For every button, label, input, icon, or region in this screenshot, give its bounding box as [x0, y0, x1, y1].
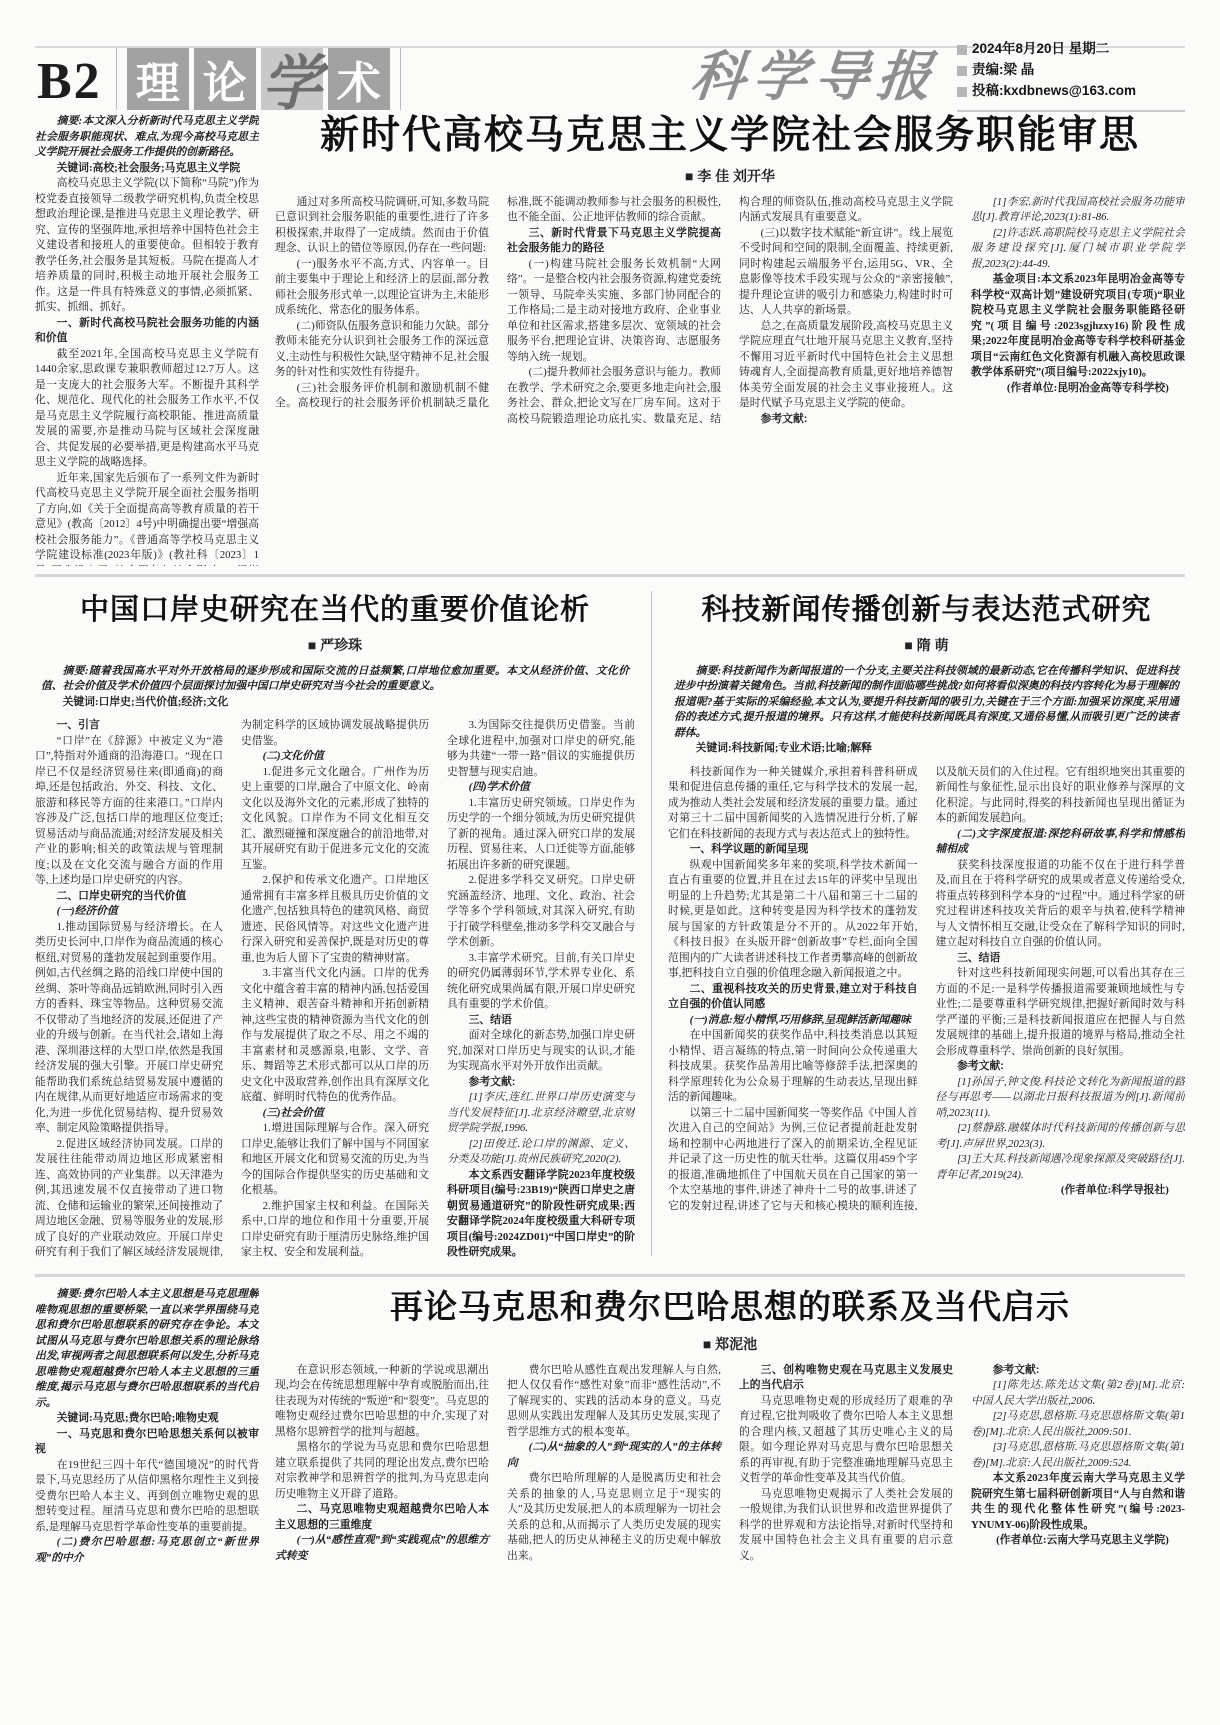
paragraph: 在意识形态领域,一种新的学说或思潮出现,均会在传统思想理解中孕育或脱胎而出,往往表现为对传统的“叛逆”和“裂变”。马克思的唯物史观经过费尔巴哈思想的中介,实现了对黑格尔思辨哲学的批判与超越。	[275, 1363, 489, 1438]
reference-item: [2]马克思,恩格斯.马克思恩格斯文集(第1卷)[M].北京:人民出版社,2009:501.	[971, 1410, 1185, 1438]
paragraph: 获奖科技深度报道的功能不仅在于进行科学普及,而且在于将科学研究的成果或者意义传递给受众,将重点转移到科学本身的“过程”中。通过科学家的研究过程讲述科技攻关背后的艰辛与执着,使科学精神与人文情怀相互交融,让受众在了解科学知识的同时,建立起对科技自立自强的价值认同。	[935, 858, 1185, 949]
author-affiliation: (作者单位:科学导报社)	[1060, 1184, 1169, 1197]
logo-tile-shu: 术	[328, 48, 390, 110]
section-heading: (二)文字深度报道:深挖科研故事,科学和情感相辅相成	[935, 827, 1185, 856]
bullet-square-icon	[957, 87, 967, 97]
article2-byline: ■ 严珍珠	[307, 636, 363, 653]
article3-body	[668, 765, 1185, 1235]
section-heading: (四)学术价值	[468, 781, 530, 794]
section-heading: 二、口岸史研究的当代价值	[56, 889, 187, 902]
paragraph: 1.推动国际贸易与经济增长。在人类历史长河中,口岸作为商品流通的核心枢纽,对贸易的蓬勃发展起到重要作用。例如,古代丝绸之路的沿线口岸使中国的丝绸、茶叶等商品远销欧洲,同时引入西方的香料、珠宝等物品。这种贸易交流不仅带动了当地经济的发展,还促进了产业的升级与创新。在当代社会,诸如上海港、深圳港这样的大型口岸,依然是我国经济发展的强大引擎。开展口岸史研究能帮助我们系统总结贸易发展中遵循的内在规律,从而更好地适应市场需求的变化,为进一步优化贸易结构、提升贸易效率、制定风险策略提供指导。	[35, 920, 223, 1135]
paragraph: (二)师资队伍服务意识和能力欠缺。部分教师未能充分认识到社会服务工作的深远意义,主动性与积极性欠缺,坚守精神不足,社会服务的针对性和实效性有待提升。	[275, 319, 489, 379]
reference-item: [1]李宏.新时代我国高校社会服务功能审思[J].教育评论,2023(1):81-86.	[971, 195, 1185, 224]
keywords-text: 关键词:马克思;费尔巴哈;唯物史观	[56, 1412, 219, 1425]
section-heading: 三、结语	[957, 951, 1001, 964]
paragraph: 在中国新闻奖的获奖作品中,科技类消息以其短小精悍、语言凝练的特点,第一时间向公众传递重大科技成果。获奖作品善用比喻等修辞手法,把深奥的科学原理转化为公众易于理解的生动表达,呈现出鲜活的新闻趣味。	[668, 1029, 918, 1104]
paragraph: (三)以数字技术赋能“新宣讲”。线上展览不受时间和空间的限制,全面覆盖、持续更新,同时构建起云端服务平台,运用5G、VR、全息影像等技术手段实现与公众的“亲密接触”,提升理论宣讲的吸引力和感染力,构建时时可达、人人共享的新场景。	[739, 226, 953, 317]
reference-item: [1]陈先达.陈先达文集(第2卷)[M].北京:中国人民大学出版社,2006.	[971, 1379, 1185, 1407]
paragraph: 1.增进国际理解与合作。深入研究口岸史,能够让我们了解中国与不同国家和地区开展文化和贸易交流的历史,为当今的国际合作提供坚实的历史基础和文化根基。	[241, 1122, 429, 1197]
logo-tile-lun: 论	[194, 48, 256, 110]
reference-item: 参考文献:	[468, 1075, 516, 1088]
logo-tile-li: 理	[127, 48, 189, 110]
article-marxism-college-service	[35, 114, 1185, 566]
section-heading: (三)社会价值	[262, 1106, 324, 1119]
paragraph: (二)提升教师社会服务意识与能力。教师在教学、学术研究之余,要更多地走向社会,服务社会、群众,把论文写在厂房车间。这对于高校马院锻造理论功底扎实、数量充足、结构合理的师资队伍,推动高校马克思主义学院内涵式发展具有重要意义。	[507, 195, 953, 425]
reference-item: 参考文献:	[992, 1363, 1040, 1376]
funding-note: 基金项目:本文系2023年昆明冶金高等专科学校“双高计划”建设研究项目(专项)“职业院校马克思主义学院社会服务职能路径研究”(项目编号:2023sgjhzxy16)阶段性成果;2022年度昆明冶金高等专科学校科研基金项目“云南红色文化资源有机融入高校思政课教学体系研究”(项目编号:2022xjy10)。	[971, 273, 1185, 379]
section-heading: 三、结语	[468, 1013, 512, 1026]
paragraph: (三)社会服务评价机制和激励机制不健全。高校现行的社会服务评价机制缺乏量化标准,既不能调动教师参与社会服务的积极性,也不能全面、公正地评估教师的综合贡献。	[275, 195, 721, 410]
logo-left-rule	[116, 48, 117, 110]
newspaper-masthead: 科学导报	[687, 47, 943, 107]
reference-item: [3]王大其.科技新闻遇冷现象探源及突破路径[J].青年记者,2019(24).	[935, 1153, 1185, 1181]
bullet-square-icon	[957, 66, 967, 76]
article1-headline: 新时代高校马克思主义学院社会服务职能审思	[319, 114, 1140, 157]
keywords-text: 关键词:口岸史;当代价值;经济;文化	[62, 695, 229, 708]
section-heading: (一)从“感性直观”到“实践观点”的思维方式转变	[275, 1534, 489, 1562]
article4-body	[275, 1363, 1185, 1705]
section-heading: 二、重视科技攻关的历史背景,建立对于科技自立自强的价值认同感	[668, 982, 918, 1011]
paragraph: 1.丰富历史研究领域。口岸史作为历史学的一个细分领域,为历史研究提供了新的视角。通过深入研究口岸的发展历程、贸易往来、人口迁徙等方面,能够拓展出许多新的研究课题。	[447, 796, 635, 871]
article1-body	[275, 195, 1185, 551]
paragraph: 2.促进多学科交叉研究。口岸史研究涵盖经济、地理、文化、政治、社会学等多个学科领域,对其深入研究,有助于打破学科壁垒,推动多学科交叉融合与学术创新。	[447, 874, 635, 949]
section-heading: (二)从“抽象的人”到“现实的人”的主体转向	[507, 1441, 721, 1469]
paragraph: 费尔巴哈所理解的人是脱离历史和社会关系的抽象的人,马克思则立足于“现实的人”及其历史发展,把人的本质理解为一切社会关系的总和,从而揭示了人类历史发展的现实基础,把人的历史从神秘主义的历史观中解放出来。	[507, 1472, 721, 1562]
abstract-text: 摘要:本文深入分析新时代马克思主义学院社会服务职能现状、难点,为现今高校马克思主义学院开展社会服务工作提供的创新路径。	[35, 115, 259, 158]
article4-main	[275, 1287, 1185, 1705]
article2-body	[35, 718, 635, 1266]
submission-email: 投稿:kxdbnews@163.com	[972, 83, 1136, 99]
logo-tile-xue: 学	[261, 48, 323, 110]
article-port-history	[35, 587, 635, 1266]
vertical-divider	[651, 591, 652, 1256]
logo-right-rule	[400, 48, 401, 110]
paragraph: 3.为国际交往提供历史借鉴。当前全球化进程中,加强对口岸史的研究,能够为共建“一带一路”倡议的实施提供历史智慧与现实启迪。	[447, 719, 635, 778]
middle-band	[35, 587, 1185, 1266]
section-heading: 一、科学议题的新闻呈现	[689, 843, 809, 856]
paragraph: 马克思唯物史观的形成经历了艰难的孕育过程,它批判吸收了费尔巴哈人本主义思想的合理内核,又超越了其历史唯心主义的局限。如今理论界对马克思与费尔巴哈思想关系的再审视,有助于完整准确地理解马克思主义哲学的革命性变革及其当代价值。	[739, 1394, 953, 1485]
paragraph: 费尔巴哈从感性直观出发理解人与自然,把人仅仅看作“感性对象”而非“感性活动”,不了解现实的、实践的活动本身的意义。马克思则从实践出发理解人及其历史发展,实现了哲学思维方式的根本变革。	[507, 1363, 721, 1438]
paragraph: 3.丰富当代文化内涵。口岸的优秀文化中蕴含着丰富的精神内涵,包括爱国主义精神、艰苦奋斗精神和开拓创新精神,这些宝贵的精神资源为当代文化的创作与发展提供了取之不尽、用之不竭的丰富素材和灵感源泉,电影、文学、音乐、舞蹈等艺术形式都可以从口岸的历史文化中汲取营养,创作出具有深厚文化底蕴、鲜明时代特色的优秀作品。	[241, 967, 429, 1104]
paragraph: 在19世纪三四十年代“德国境况”的时代背景下,马克思经历了从信仰黑格尔理性主义到接受费尔巴哈人本主义、再到创立唯物史观的思想转变过程。厘清马克思和费尔巴哈的思想联系,是理解马克思哲学革命性变革的重要前提。	[35, 1458, 259, 1533]
section-heading: (二)费尔巴哈思想:马克思创立“新世界观”的中介	[35, 1536, 259, 1564]
article1-left-column	[35, 114, 259, 566]
paragraph: 以第三十二届中国新闻奖一等奖作品《中国人首次进入自己的空间站》为例,三位记者提前赶赴发射场和控制中心两地进行了深入的前期采访,全程见证并记录了这一历史性的航天壮举。这篇仅用459个字的报道,准确地抓住了中国航天员在自己国家的第一个太空基地的事件,讲述了神舟十二号的故事,讲述了它的发射过程,讲述了它与天和核心模块的顺利连接,以及航天员们的入住过程。它有组织地突出其重要的新闻性与象征性,显示出良好的职业修养与深厚的文化积淀。与此同时,得奖的科技新闻也呈现出循证为本的新闻发展趋向。	[668, 765, 1185, 1212]
paragraph: 总之,在高质量发展阶段,高校马克思主义学院应理直气壮地开展马克思主义教育,坚持不懈用习近平新时代中国特色社会主义思想铸魂育人,全面提高教育质量,更好地培养德智体美劳全面发展的社会主义事业接班人。这是时代赋予马克思主义学院的使命。	[739, 319, 953, 410]
publication-info	[957, 39, 1185, 112]
keywords-text: 关键词:高校;社会服务;马克思主义学院	[56, 161, 241, 174]
reference-item: [1]孙国子,钟文俊.科技论文转化为新闻报道的路径与再思考——以湖北日报科技报道为例[J].新闻前哨,2023(11).	[935, 1075, 1185, 1119]
paragraph: 2.保护和传承文化遗产。口岸地区通常拥有丰富多样且极具历史价值的文化遗产,包括独具特色的建筑风格、商贸遗迹、民俗风情等。对这些文化遗产进行深入研究和妥善保护,既是对历史的尊重,也为后人留下了宝贵的精神财富。	[241, 874, 429, 964]
editor-name: 责编:梁 晶	[972, 62, 1035, 78]
reference-item: [2]蔡静路.融媒体时代科技新闻的传播创新与思考[J].声屏世界,2023(3).	[935, 1122, 1185, 1150]
section-heading: (一)消息:短小精悍,巧用修辞,呈现鲜活新闻趣味	[689, 1013, 911, 1026]
horizontal-divider	[35, 1274, 1185, 1277]
paragraph: 通过对多所高校马院调研,可知,多数马院已意识到社会服务职能的重要性,进行了许多积极探索,并取得了一定成绩。然而由于价值理念、认识上的错位等原因,仍存在一些问题:	[275, 195, 489, 255]
section-heading: 二、马克思唯物史观超越费尔巴哈人本主义思想的三重维度	[275, 1503, 489, 1531]
author-affiliation: (作者单位:云南大学马克思主义学院)	[996, 1534, 1169, 1547]
reference-item: 参考文献:	[760, 412, 808, 425]
paragraph: 近年来,国家先后颁布了一系列文件为新时代高校马克思主义学院开展全面社会服务指明了方向,如《关于全面提高高等教育质量的若干意见》(教高〔2012〕4号)中明确提出要“增强高校社会服务能力”。《普通高等学校马克思主义学院建设标准(2023年版)》(教社科〔2023〕1	[35, 471, 259, 561]
abstract-text: 摘要:科技新闻作为新闻报道的一个分支,主要关注科技领域的最新动态,它在传播科学知识、促进科技进步中扮演着关键角色。当前,科技新闻的制作面临哪些挑战?如何将看似深奥的科技内容转化为易于理解的报道呢?基于实际的采编经验,本文认为,要提升科技新闻的吸引力,关键在于三个方面:加强采访深度,采用通俗的表述方式,提升报道的境界。只有这样,才能使科技新闻既具有深度,又通俗易懂,从而吸引更广泛的读者群体。	[674, 664, 1179, 739]
reference-item: [2]田俊迁.论口岸的渊源、定义、分类及功能[J].贵州民族研究,2020(2).	[447, 1137, 635, 1166]
paragraph: 针对这些科技新闻现实问题,可以看出其存在三方面的不足:一是科学传播报道需要兼顾地域性与专业性;二是要尊重科学研究规律,把握好新闻时效与科学严谨的平衡;三是科技新闻报道应在把握人与自然发展规律的基础上,提升报道的境界与格局,推动全社会形成尊重科学、崇尚创新的良好氛围。	[935, 967, 1185, 1057]
article3-byline: ■ 隋 萌	[904, 636, 949, 653]
section-heading: 三、新时代背景下马克思主义学院提高社会服务能力的路径	[507, 226, 721, 255]
section-heading: 一、引言	[56, 719, 100, 732]
paragraph: (一)构建马院社会服务长效机制“大网络”。一是整合校内社会服务资源,构建党委统一领导、马院牵头实施、多部门协同配合的工作格局;二是主动对接地方政府、企业事业单位和社区需求,搭建多层次、宽领域的社会服务平台,把理论宣讲、决策咨询、志愿服务等纳入统一规划。	[507, 257, 721, 363]
abstract-text: 摘要:费尔巴哈人本主义思想是马克思理解唯物观思想的重要桥梁,一直以来学界围绕马克思和费尔巴哈思想联系的研究存在争论。本文试图从马克思与费尔巴哈思想关系的理论脉络出发,审视两者之间思想联系何以发生,分析马克思唯物史观超越费尔巴哈人本主义思想的三重维度,揭示马克思与费尔巴哈思想联系的当代启示。	[35, 1288, 259, 1409]
paragraph: 马克思唯物史观揭示了人类社会发展的一般规律,为我们认识世界和改造世界提供了科学的世界观和方法论指导,对新时代坚持和发展中国特色社会主义具有重要的启示意义。	[739, 1487, 953, 1562]
page-header	[35, 18, 1185, 117]
paragraph: 面对全球化的新态势,加强口岸史研究,加深对口岸历史与现实的认识,才能为实现高水平对外开放作出贡献。	[447, 1029, 635, 1073]
edition-number: B2	[37, 53, 102, 110]
paragraph: (一)服务水平不高,方式、内容单一。目前主要集中于理论上和经济上的层面,部分教师社会服务形式单一,以理论宣讲为主,未能形成系统化、常态化的服务体系。	[275, 257, 489, 317]
article-marx-feuerbach	[35, 1287, 1185, 1705]
section-logo	[127, 48, 390, 117]
abstract-text: 摘要:随着我国高水平对外开放格局的逐步形成和国际交流的日益频繁,口岸地位愈加重要。本文从经济价值、文化价值、社会价值及学术价值四个层面探讨加强中国口岸史研究对当今社会的重要意义。	[41, 664, 629, 693]
reference-item: [3]马克思,恩格斯.马克思恩格斯文集(第1卷)[M].北京:人民出版社,2009:524.	[971, 1441, 1185, 1469]
paragraph: 2.促进区域经济协同发展。口岸的发展往往能带动周边地区形成紧密相连、高效协同的产业集群。以天津港为例,其迅速发展不仅直接带动了进口物流、仓储和运输业的繁荣,还间接推动了周边地区金融、贸易等服务业的发展,形成了良好的产业联动效应。开展口岸史研究有利于我们了解区域经济发展规律,为制定科学的区域协调发展战略提供历史借鉴。	[35, 719, 429, 1259]
reference-item: [2]许志跃.高职院校马克思主义学院社会服务建设探究[J].厦门城市职业学院学报,2023(2):44-49.	[971, 226, 1185, 270]
paragraph: 1.促进多元文化融合。广州作为历史上重要的口岸,融合了中原文化、岭南文化以及海外文化的元素,形成了独特的文化风貌。口岸作为不同文化相互交汇、激烈碰撞和深度融合的前沿地带,对其开展研究有助于促进多元文化的交流互鉴。	[241, 765, 429, 871]
keywords-text: 关键词:科技新闻;专业术语;比喻;解释	[695, 742, 872, 755]
funding-note: 本文系2023年度云南大学马克思主义学院研究生第七届科研创新项目“人与自然和谐共生的现代化整体性研究”(编号:2023-YNUMY-06)阶段性成果。	[971, 1472, 1185, 1531]
section-heading: (一)经济价值	[56, 905, 118, 918]
article1-byline: ■ 李 佳 刘开华	[684, 167, 776, 184]
section-heading: 一、马克思和费尔巴哈思想关系何以被审视	[35, 1427, 259, 1456]
publish-date: 2024年8月20日 星期二	[972, 41, 1110, 57]
article-scitech-news	[668, 587, 1185, 1266]
paragraph: 2.维护国家主权和利益。在国际关系中,口岸的地位和作用十分重要,开展口岸史研究有助于厘清历史脉络,维护国家主权、安全和发展利益。	[241, 1199, 429, 1259]
paragraph: “口岸”在《辞源》中被定义为“港口”,特指对外通商的沿海港口。“现在口岸已不仅是经济贸易往来(即通商)的商埠,还是包括政治、外交、科技、文化、旅游和移民等方面的往来港口。”口岸内容涉及广泛,包括口岸的地理区位变迁;贸易活动与商品流通;对经济发展及相关产业的影响;相关的政策法规与管理制度;以及在文化交流与融合方面的作用等,上述均是口岸史研究的内容。	[35, 734, 223, 887]
section-heading: 一、新时代高校马院社会服务功能的内涵和价值	[35, 316, 259, 344]
article2-headline: 中国口岸史研究在当代的重要价值论析	[79, 594, 590, 626]
article4-byline: ■ 郑泥池	[702, 1335, 758, 1352]
article1-main	[275, 114, 1185, 566]
author-affiliation: (作者单位:昆明冶金高等专科学校)	[1006, 381, 1169, 394]
newspaper-page	[35, 0, 1185, 1705]
section-heading: (二)文化价值	[262, 750, 324, 763]
paragraph: 3.丰富学术研究。目前,有关口岸史的研究仍属薄弱环节,学术界专业化、系统化研究成果尚属有限,开展口岸史研究具有重要的学术价值。	[447, 951, 635, 1011]
article4-left-column	[35, 1287, 259, 1705]
funding-note: 本文系西安翻译学院2023年度校级科研项目(编号:23B19)“陕西口岸史之唐朝贸易通道研究”的阶段性研究成果;西安翻译学院2024年度校级重大科研专项项目(编号:2024ZD01)“中国口岸史”的阶段性研究成果。	[447, 1168, 635, 1259]
horizontal-divider	[35, 574, 1185, 577]
article4-headline: 再论马克思和费尔巴哈思想的联系及当代启示	[390, 1288, 1070, 1326]
bullet-square-icon	[957, 45, 967, 55]
paragraph: 截至2021年,全国高校马克思主义学院有1440余家,思政课专兼职教师超过12.7万人。这是一支庞大的社会服务大军。不断提升其科学化、规范化、现代化的社会服务工作水平,不仅是马克思主义学院履行高校职能、推进高质量发展的需要,亦是推动马院与区域社会深度融合、共促发展的必要举措,更是构建高水平马克思主义学院的战略选择。	[35, 347, 259, 468]
paragraph: 科技新闻作为一种关键媒介,承担着科普科研成果和促进信息传播的重任,它与科学技术的发展一起,成为推动人类社会发展和经济发展的重要力量。通过对第三十二届中国新闻奖的入选情况进行分析,了解它们在科技新闻的表现方式与表达范式上的独特性。	[668, 765, 918, 840]
reference-item: 参考文献:	[957, 1060, 1004, 1073]
paragraph: 黑格尔的学说为马克思和费尔巴哈思想建立联系提供了共同的理论出发点,费尔巴哈对宗教神学和思辨哲学的批判,为马克思走向历史唯物主义开辟了道路。	[275, 1441, 489, 1500]
section-heading: 三、创构唯物史观在马克思主义发展史上的当代启示	[739, 1363, 953, 1392]
article3-headline: 科技新闻传播创新与表达范式研究	[701, 594, 1152, 626]
article2-abstract	[41, 664, 629, 711]
reference-item: [1]李庆,连红.世界口岸历史演变与当代发展特征[J].北京经济瞭望,北京财贸学院学报,1996.	[447, 1091, 635, 1135]
article3-abstract	[674, 664, 1179, 757]
paragraph: 高校马克思主义学院(以下简称“马院”)作为校党委直接领导二级教学研究机构,负责全校思想政治理论课,是推进马克思主义理论教学、研究、宣传的坚强阵地,承担培养中国特色社会主义建设者和接班人的重要使命。但相较于教育教学任务,社会服务是其短板。马院在提高人才培养质量的同时,积极主动地开展社会服务工作。这是一件具有特殊意义的事情,必须抓紧、抓实、抓细、抓好。	[35, 177, 259, 313]
paragraph: 纵观中国新闻奖多年来的奖项,科学技术新闻一直占有重要的位置,并且在过去15年的评奖中呈现出明显的上升趋势;尤其是第二十八届和第三十二届的时候,更是如此。这种转变是因为科学技术的蓬勃发展与国家的方针政策是分不开的。从2022年开始,《科技日报》在头版开辟“创新故事”专栏,面向全国范围内的广大读者讲述科技工作者勇攀高峰的创新故事,把科技自立自强的价值理念融入新闻报道之中。	[668, 858, 918, 980]
